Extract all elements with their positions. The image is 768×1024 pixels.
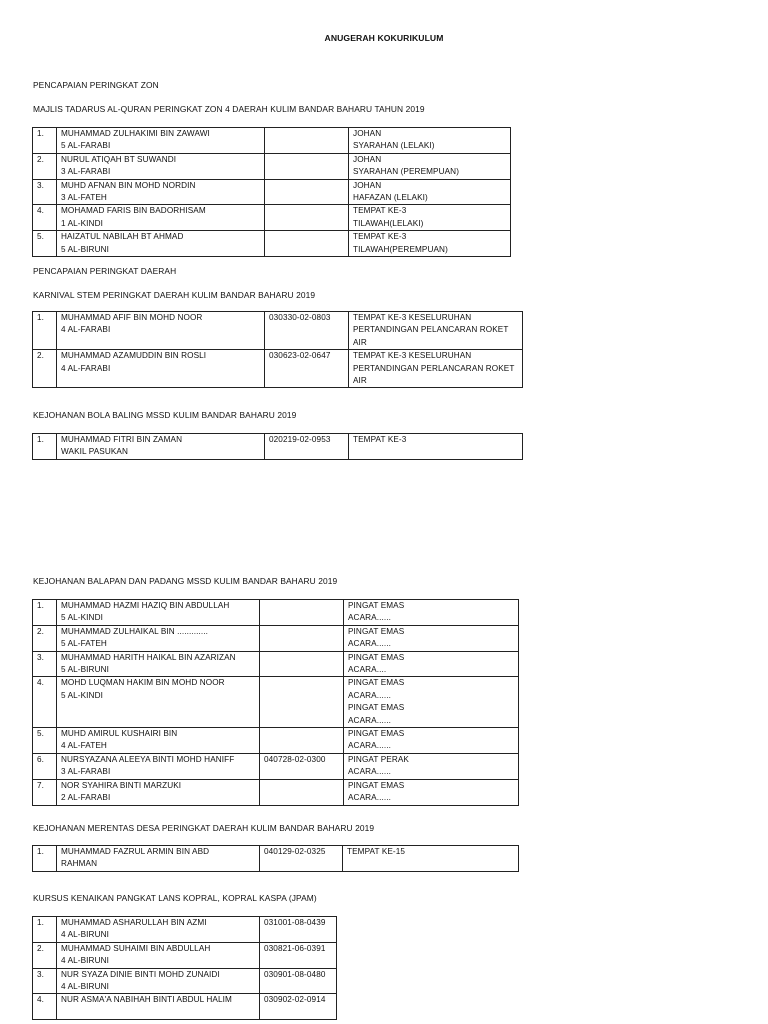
student-line: 4 AL-FARABI — [61, 363, 111, 373]
row-number — [33, 600, 57, 626]
result-line: PINGAT PERAK — [348, 754, 409, 764]
student-line: MUHAMMAD HARITH HAIKAL BIN AZARIZAN — [61, 652, 236, 662]
table-row — [33, 179, 511, 205]
row-number-text: 2. — [37, 154, 45, 164]
ic-number: 040728-02-0300 — [264, 754, 326, 764]
result-cell — [344, 625, 519, 651]
result-cell — [349, 350, 523, 388]
student-line: 4 AL-BIRUNI — [61, 982, 109, 992]
student-line: 4 AL-BIRUNI — [61, 930, 109, 940]
row-number-text: 1. — [37, 435, 45, 444]
student-line: MOHAMAD FARIS BIN BADORHISAM — [61, 206, 206, 216]
student-line: NUR ASMA'A NABIHAH BINTI ABDUL HALIM — [61, 995, 232, 1005]
student-line: MUHAMMAD ZULHAIKAL BIN ............. — [61, 626, 209, 636]
result-cell — [344, 600, 519, 626]
ic-number-cell — [265, 205, 349, 231]
student-cell — [57, 128, 265, 154]
result-line: PERTANDINGAN PERLANCARAN ROKET — [353, 363, 515, 373]
event-tadarus: MAJLIS TADARUS AL-QURAN PERINGKAT ZON 4 DAERAH KULIM BANDAR BAHARU TAHUN 2019 — [33, 104, 425, 114]
student-line: MUHAMMAD AZAMUDDIN BIN ROSLI — [61, 351, 207, 361]
result-line: JOHAN — [353, 154, 382, 164]
student-cell — [57, 625, 260, 651]
ic-number-cell — [265, 153, 349, 179]
student-line: 5 AL-BIRUNI — [61, 244, 109, 254]
ic-number-cell — [260, 625, 344, 651]
result-line: JOHAN — [353, 180, 382, 190]
table-row — [33, 677, 519, 728]
table-row — [33, 434, 523, 460]
row-number — [33, 677, 57, 728]
table-row — [33, 128, 511, 154]
row-number-text: 1. — [37, 129, 45, 138]
student-cell — [57, 231, 265, 257]
table-row — [33, 994, 337, 1019]
result-line: HAFAZAN (LELAKI) — [353, 193, 428, 203]
ic-number-cell — [260, 917, 337, 943]
student-line: MUHD AFNAN BIN MOHD NORDIN — [61, 180, 196, 190]
result-line: PINGAT EMAS — [348, 626, 405, 636]
student-cell — [57, 350, 265, 388]
result-cell — [349, 179, 511, 205]
result-cell — [349, 153, 511, 179]
row-number — [33, 312, 57, 350]
table-row — [33, 942, 337, 968]
student-line: NURUL ATIQAH BT SUWANDI — [61, 154, 177, 164]
student-line: NURSYAZANA ALEEYA BINTI MOHD HANIFF — [61, 754, 235, 764]
student-cell — [57, 600, 260, 626]
student-line: MUHAMMAD ZULHAKIMI BIN ZAWAWI — [61, 129, 210, 138]
row-number — [33, 179, 57, 205]
result-line: SYARAHAN (PEREMPUAN) — [353, 167, 460, 177]
table-row — [33, 600, 519, 626]
result-line: TILAWAH(LELAKI) — [353, 218, 424, 228]
student-line: MUHAMMAD HAZMI HAZIQ BIN ABDULLAH — [61, 601, 230, 610]
student-cell — [57, 728, 260, 754]
row-number-text: 1. — [37, 847, 45, 856]
result-cell — [349, 434, 523, 460]
table-row — [33, 153, 511, 179]
student-cell — [57, 942, 260, 968]
ic-number-cell — [260, 968, 337, 994]
table-merentas-desa — [32, 845, 519, 872]
result-line: TILAWAH(PEREMPUAN) — [353, 244, 448, 254]
result-line: PINGAT EMAS — [348, 703, 405, 713]
result-line: TEMPAT KE-3 — [353, 206, 407, 216]
table-row — [33, 728, 519, 754]
row-number-text: 2. — [37, 943, 45, 953]
row-number-text: 5. — [37, 232, 45, 242]
table-row — [33, 753, 519, 779]
row-number-text: 3. — [37, 969, 45, 979]
row-number — [33, 994, 57, 1019]
result-line: JOHAN — [353, 129, 382, 138]
heading-daerah: PENCAPAIAN PERINGKAT DAERAH — [33, 266, 177, 276]
student-line: 1 AL-KINDI — [61, 218, 103, 228]
table-row — [33, 350, 523, 388]
result-line: PINGAT EMAS — [348, 601, 405, 610]
result-line: TEMPAT KE-15 — [347, 847, 406, 856]
student-cell — [57, 677, 260, 728]
student-line: 3 AL-FATEH — [61, 193, 107, 203]
student-line: MOHD LUQMAN HAKIM BIN MOHD NOOR — [61, 678, 225, 688]
row-number — [33, 917, 57, 943]
student-cell — [57, 312, 265, 350]
row-number-text: 4. — [37, 678, 45, 688]
ic-number-cell — [260, 846, 343, 872]
table-row — [33, 625, 519, 651]
result-line: ACARA...... — [348, 767, 391, 777]
student-cell — [57, 651, 260, 677]
result-line: ACARA.... — [348, 665, 387, 675]
row-number-text: 3. — [37, 180, 45, 190]
ic-number-cell — [260, 779, 344, 805]
row-number-text: 4. — [37, 995, 45, 1005]
event-kursus: KURSUS KENAIKAN PANGKAT LANS KOPRAL, KOPRAL KASPA (JPAM) — [33, 893, 317, 903]
table-row — [33, 917, 337, 943]
result-cell — [344, 779, 519, 805]
result-line: SYARAHAN (LELAKI) — [353, 141, 435, 151]
student-line: 5 AL-FATEH — [61, 639, 107, 649]
student-cell — [57, 846, 260, 872]
student-cell — [57, 968, 260, 994]
student-line: MUHD AMIRUL KUSHAIRI BIN — [61, 729, 178, 739]
table-stem — [32, 311, 523, 388]
ic-number-cell — [265, 179, 349, 205]
student-cell — [57, 434, 265, 460]
table-body — [33, 128, 511, 257]
ic-number: 030902-02-0914 — [264, 995, 326, 1005]
row-number-text: 2. — [37, 626, 45, 636]
table-body — [33, 434, 523, 460]
ic-number: 020219-02-0953 — [269, 435, 331, 444]
student-line: MUHAMMAD FITRI BIN ZAMAN — [61, 435, 183, 444]
row-number-text: 3. — [37, 652, 45, 662]
table-kursus — [32, 916, 337, 1020]
result-cell — [344, 651, 519, 677]
row-number — [33, 728, 57, 754]
student-cell — [57, 917, 260, 943]
result-line: PINGAT EMAS — [348, 729, 405, 739]
student-line: 3 AL-FARABI — [61, 767, 111, 777]
student-line: 5 AL-KINDI — [61, 613, 103, 623]
result-line: PERTANDINGAN PELANCARAN ROKET — [353, 325, 509, 335]
ic-number-cell — [265, 350, 349, 388]
student-cell — [57, 153, 265, 179]
row-number — [33, 205, 57, 231]
result-cell — [344, 677, 519, 728]
row-number-text: 4. — [37, 206, 45, 216]
result-line: AIR — [353, 376, 367, 386]
result-line: TEMPAT KE-3 — [353, 435, 407, 444]
ic-number-cell — [260, 600, 344, 626]
student-line: NUR SYAZA DINIE BINTI MOHD ZUNAIDI — [61, 969, 220, 979]
result-line: ACARA...... — [348, 793, 391, 803]
ic-number-cell — [265, 128, 349, 154]
row-number-text: 1. — [37, 313, 45, 322]
row-number — [33, 128, 57, 154]
table-row — [33, 231, 511, 257]
student-line: MUHAMMAD FAZRUL ARMIN BIN ABD — [61, 847, 210, 856]
ic-number-cell — [260, 753, 344, 779]
student-cell — [57, 753, 260, 779]
ic-number-cell — [265, 312, 349, 350]
result-cell — [343, 846, 519, 872]
ic-number: 030330-02-0803 — [269, 313, 331, 322]
result-cell — [349, 312, 523, 350]
student-cell — [57, 994, 260, 1019]
event-merentas-desa: KEJOHANAN MERENTAS DESA PERINGKAT DAERAH KULIM BANDAR BAHARU 2019 — [33, 823, 375, 833]
student-cell — [57, 779, 260, 805]
student-line: MUHAMMAD SUHAIMI BIN ABDULLAH — [61, 943, 211, 953]
table-body — [33, 600, 519, 806]
result-cell — [349, 205, 511, 231]
ic-number-cell — [260, 942, 337, 968]
student-line: 2 AL-FARABI — [61, 793, 111, 803]
student-line: 5 AL-BIRUNI — [61, 665, 109, 675]
table-row — [33, 651, 519, 677]
row-number-text: 1. — [37, 918, 45, 927]
student-cell — [57, 205, 265, 231]
table-body — [33, 846, 519, 872]
result-cell — [344, 753, 519, 779]
row-number — [33, 651, 57, 677]
row-number — [33, 350, 57, 388]
table-row — [33, 846, 519, 872]
table-body — [33, 312, 523, 388]
ic-number-cell — [265, 231, 349, 257]
event-stem: KARNIVAL STEM PERINGKAT DAERAH KULIM BANDAR BAHARU 2019 — [33, 290, 316, 300]
result-line: ACARA...... — [348, 715, 391, 725]
ic-number: 030901-08-0480 — [264, 969, 326, 979]
row-number — [33, 231, 57, 257]
row-number — [33, 753, 57, 779]
result-line: PINGAT EMAS — [348, 678, 405, 688]
student-line: 5 AL-KINDI — [61, 690, 103, 700]
result-line: ACARA...... — [348, 613, 391, 623]
ic-number-cell — [260, 994, 337, 1019]
student-line: 5 AL-FARABI — [61, 141, 111, 151]
result-cell — [349, 231, 511, 257]
ic-number: 040129-02-0325 — [264, 847, 326, 856]
table-row — [33, 968, 337, 994]
event-bola-baling: KEJOHANAN BOLA BALING MSSD KULIM BANDAR BAHARU 2019 — [33, 410, 297, 420]
student-line: HAIZATUL NABILAH BT AHMAD — [61, 232, 184, 242]
row-number — [33, 153, 57, 179]
row-number-text: 2. — [37, 351, 45, 361]
result-line: ACARA...... — [348, 690, 391, 700]
ic-number: 030821-06-0391 — [264, 943, 326, 953]
row-number-text: 7. — [37, 780, 45, 790]
result-line: PINGAT EMAS — [348, 652, 405, 662]
ic-number: 031001-08-0439 — [264, 918, 326, 927]
student-line: WAKIL PASUKAN — [61, 447, 128, 457]
student-line: 3 AL-FARABI — [61, 167, 111, 177]
student-line: MUHAMMAD AFIF BIN MOHD NOOR — [61, 313, 203, 322]
table-balapan — [32, 599, 519, 806]
student-line: 4 AL-BIRUNI — [61, 956, 109, 966]
student-cell — [57, 179, 265, 205]
result-cell — [344, 728, 519, 754]
student-line: RAHMAN — [61, 859, 98, 869]
result-line: TEMPAT KE-3 KESELURUHAN — [353, 351, 472, 361]
result-line: TEMPAT KE-3 KESELURUHAN — [353, 313, 472, 322]
result-line: AIR — [353, 337, 367, 347]
row-number — [33, 942, 57, 968]
result-line: ACARA...... — [348, 639, 391, 649]
row-number — [33, 434, 57, 460]
row-number — [33, 846, 57, 872]
ic-number-cell — [260, 728, 344, 754]
student-line: 4 AL-FARABI — [61, 325, 111, 335]
ic-number-cell — [260, 677, 344, 728]
result-line: PINGAT EMAS — [348, 780, 405, 790]
table-row — [33, 312, 523, 350]
table-tadarus — [32, 127, 511, 257]
row-number-text: 6. — [37, 754, 45, 764]
student-line: 4 AL-FATEH — [61, 741, 107, 751]
ic-number: 030623-02-0647 — [269, 351, 331, 361]
row-number — [33, 779, 57, 805]
table-bola-baling — [32, 433, 523, 460]
row-number-text: 5. — [37, 729, 45, 739]
ic-number-cell — [265, 434, 349, 460]
result-line: TEMPAT KE-3 — [353, 232, 407, 242]
event-balapan: KEJOHANAN BALAPAN DAN PADANG MSSD KULIM BANDAR BAHARU 2019 — [33, 576, 338, 586]
row-number-text: 1. — [37, 601, 45, 610]
result-line: ACARA...... — [348, 741, 391, 751]
ic-number-cell — [260, 651, 344, 677]
result-cell — [349, 128, 511, 154]
row-number — [33, 625, 57, 651]
heading-zon: PENCAPAIAN PERINGKAT ZON — [33, 80, 159, 90]
student-line: NOR SYAHIRA BINTI MARZUKI — [61, 780, 182, 790]
table-body — [33, 917, 337, 1020]
table-row — [33, 779, 519, 805]
row-number — [33, 968, 57, 994]
student-line: MUHAMMAD ASHARULLAH BIN AZMI — [61, 918, 207, 927]
document-title: ANUGERAH KOKURIKULUM — [324, 33, 444, 43]
table-row — [33, 205, 511, 231]
